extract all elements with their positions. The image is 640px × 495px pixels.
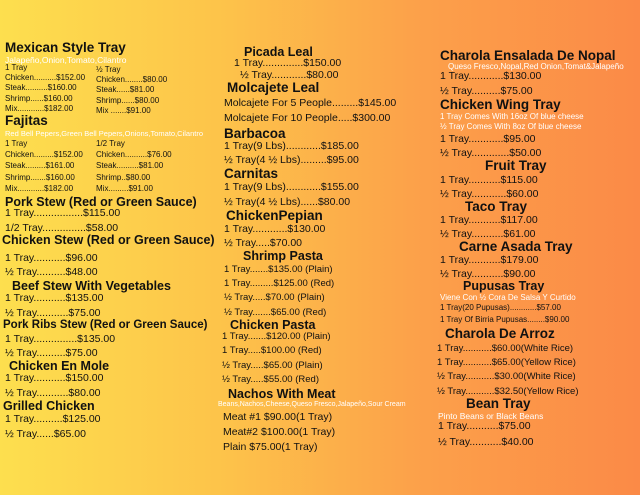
price-line: 1/2 Tray [96, 139, 125, 148]
carne-asada-full: 1 Tray...........$179.00 [440, 254, 539, 266]
chicken-pepian-half: ½ Tray.....$70.00 [224, 237, 303, 249]
shrimp-pasta-title: Shrimp Pasta [243, 249, 323, 263]
pupusas-subtitle: Viene Con ½ Cora De Salsa Y Curtido [440, 293, 576, 302]
beef-stew-title: Beef Stew With Vegetables [12, 279, 171, 293]
chicken-wing-sub-full: 1 Tray Comes With 16oz Of blue cheese [440, 112, 584, 121]
carnitas-half: ½ Tray(4 ½ Lbs)......$80.00 [224, 196, 351, 208]
carne-asada-title: Carne Asada Tray [459, 239, 573, 254]
molcajete-title: Molcajete Leal [227, 80, 320, 95]
price-line: Plain $75.00(1 Tray) [223, 441, 318, 453]
fajitas-half-prices [96, 138, 172, 194]
chicken-pasta-title: Chicken Pasta [230, 318, 316, 332]
pork-ribs-full: 1 Tray...............$135.00 [5, 333, 116, 345]
chicken-pepian-full: 1 Tray............$130.00 [224, 223, 326, 235]
pupusas-birria: 1 Tray Of Birria Pupusas........$90.00 [440, 315, 570, 324]
chicken-pepian-title: ChickenPepian [226, 208, 323, 223]
nachos-prices [223, 410, 335, 455]
pork-stew-half: 1/2 Tray...............$58.00 [5, 222, 119, 234]
price-line: Chicken........$80.00 [96, 75, 168, 85]
molcajete-10: Molcajete For 10 People.....$300.00 [224, 112, 391, 124]
price-line: 1 Tray.....$100.00 (Red) [222, 345, 322, 357]
price-line: ½ Tray...........$30.00(White Rice) [437, 371, 576, 383]
price-line: ½ Tray.....$55.00 (Red) [222, 374, 319, 386]
price-line: Mix............$182.00 [5, 103, 74, 113]
chicken-wing-full: 1 Tray............$95.00 [440, 133, 536, 145]
chicken-stew-full: 1 Tray...........$96.00 [5, 252, 98, 264]
fruit-tray-full: 1 Tray...........$115.00 [440, 174, 538, 186]
fruit-tray-half: ½ Tray............$60.00 [440, 188, 539, 200]
charola-arroz-prices [437, 342, 579, 399]
chicken-stew-half: ½ Tray..........$48.00 [5, 266, 98, 278]
taco-tray-title: Taco Tray [465, 199, 528, 214]
chicken-wing-half: ½ Tray.............$50.00 [440, 147, 542, 159]
price-line: Shrimp..$80.00 [96, 172, 151, 182]
bean-tray-full: 1 Tray...........$75.00 [438, 420, 531, 432]
price-line: 1 Tray.......$135.00 (Plain) [224, 264, 333, 275]
chicken-stew-title: Chicken Stew (Red or Green Sauce) [2, 233, 215, 247]
price-line: 1 Tray.........$125.00 (Red) [224, 278, 335, 290]
fajitas-full-prices [5, 138, 83, 194]
price-line: Chicken..........$152.00 [5, 73, 86, 83]
fruit-tray-title: Fruit Tray [485, 158, 547, 173]
mexican-tray-half-prices [96, 65, 167, 116]
chicken-wing-title: Chicken Wing Tray [440, 97, 561, 112]
mexican-tray-title: Mexican Style Tray [5, 40, 126, 55]
bean-tray-half: ½ Tray...........$40.00 [438, 436, 534, 448]
grilled-chicken-title: Grilled Chicken [3, 399, 95, 413]
barbacoa-full: 1 Tray(9 Lbs)............$185.00 [224, 140, 359, 152]
price-line: ½ Tray.....$65.00 (Plain) [222, 359, 323, 371]
chicken-mole-half: ½ Tray...........$80.00 [5, 387, 101, 399]
shrimp-pasta-prices [224, 263, 334, 320]
bean-tray-subtitle: Pinto Beans or Black Beans [438, 411, 544, 421]
chicken-mole-title: Chicken En Mole [9, 359, 110, 373]
taco-tray-half: ½ Tray...........$61.00 [440, 228, 536, 240]
chicken-pasta-prices [222, 330, 331, 388]
price-line: Chicken..........$76.00 [96, 150, 172, 160]
pupusas-title: Pupusas Tray [463, 279, 545, 293]
price-line: Shrimp.......$160.00 [5, 172, 75, 182]
pupusas-full: 1 Tray(20 Pupusas)............$57.00 [440, 303, 561, 312]
grilled-chicken-full: 1 Tray..........$125.00 [5, 413, 101, 425]
price-line: ½ Tray.....$70.00 (Plain) [224, 292, 325, 304]
taco-tray-full: 1 Tray...........$117.00 [440, 214, 538, 226]
price-line: 1 Tray...........$65.00(Yellow Rice) [437, 357, 576, 369]
charola-nopal-title: Charola Ensalada De Nopal [440, 48, 616, 63]
carnitas-title: Carnitas [224, 166, 279, 181]
chicken-wing-sub-half: ½ Tray Comes With 8oz Of blue cheese [440, 122, 582, 131]
molcajete-5: Molcajete For 5 People.........$145.00 [224, 97, 397, 109]
price-line: Mix .......$91.00 [96, 105, 151, 115]
mexican-tray-subtitle: Jalapeño,Onion,Tomato,Cilantro [5, 55, 127, 65]
price-line: Shrimp......$80.00 [96, 95, 160, 105]
carne-asada-half: ½ Tray...........$90.00 [440, 268, 536, 280]
nachos-subtitle: Beans,Nachos,Cheese,Queso Fresco,Jalapeño,Sour Cream [218, 401, 406, 408]
price-line: 1 Tray [5, 63, 28, 72]
price-line: Steak.........$161.00 [5, 161, 75, 171]
pork-stew-full: 1 Tray.................$115.00 [5, 207, 121, 219]
pork-stew-title: Pork Stew (Red or Green Sauce) [5, 195, 197, 209]
price-line: Steak..........$81.00 [96, 161, 164, 171]
charola-arroz-title: Charola De Arroz [445, 326, 555, 341]
picada-half: ½ Tray............$80.00 [240, 69, 339, 81]
price-line: Meat#2 $100.00(1 Tray) [223, 426, 336, 438]
price-line: ½ Tray...........$32.50(Yellow Rice) [437, 385, 579, 397]
price-line: 1 Tray...........$60.00(White Rice) [437, 343, 574, 354]
barbacoa-half: ½ Tray(4 ½ Lbs).........$95.00 [224, 154, 359, 166]
charola-nopal-subtitle: Queso Fresco,Nopal,Red Onion,Tomat&Jalapeño [448, 62, 624, 71]
fajitas-subtitle: Red Bell Pepers,Green Bell Pepers,Onions,Tomato,Cilantro [5, 129, 204, 138]
carnitas-full: 1 Tray(9 Lbs)............$155.00 [224, 181, 359, 193]
pork-ribs-half: ½ Tray..........$75.00 [5, 347, 98, 359]
beef-stew-full: 1 Tray...........$135.00 [5, 292, 104, 304]
fajitas-title: Fajitas [5, 113, 48, 128]
bean-tray-title: Bean Tray [466, 396, 531, 411]
beef-stew-half: ½ Tray...........$75.00 [5, 307, 101, 319]
price-line: 1 Tray.......$120.00 (Plain) [222, 331, 331, 342]
charola-nopal-full: 1 Tray............$130.00 [440, 70, 542, 82]
mexican-tray-full-prices [5, 63, 85, 114]
price-line: Steak......$81.00 [96, 85, 155, 95]
price-line: Mix............$182.00 [5, 183, 74, 193]
price-line: Meat #1 $90.00(1 Tray) [223, 411, 333, 423]
price-line: Shrimp......$160.00 [5, 93, 73, 103]
barbacoa-title: Barbacoa [224, 126, 286, 141]
picada-full: 1 Tray..............$150.00 [234, 57, 342, 69]
picada-title: Picada Leal [244, 45, 313, 59]
price-line: ½ Tray [96, 65, 121, 74]
grilled-chicken-half: ½ Tray......$65.00 [5, 428, 86, 440]
price-line: Mix.........$91.00 [96, 183, 153, 193]
price-line: ½ Tray.......$65.00 (Red) [224, 306, 327, 318]
nachos-title: Nachos With Meat [228, 387, 336, 401]
pork-ribs-title: Pork Ribs Stew (Red or Green Sauce) [3, 319, 208, 331]
price-line: 1 Tray [5, 139, 28, 148]
price-line: Chicken.........$152.00 [5, 150, 83, 160]
charola-nopal-half: ½ Tray..........$75.00 [440, 85, 533, 97]
chicken-mole-full: 1 Tray...........$150.00 [5, 372, 104, 384]
price-line: Steak..........$160.00 [5, 83, 77, 93]
